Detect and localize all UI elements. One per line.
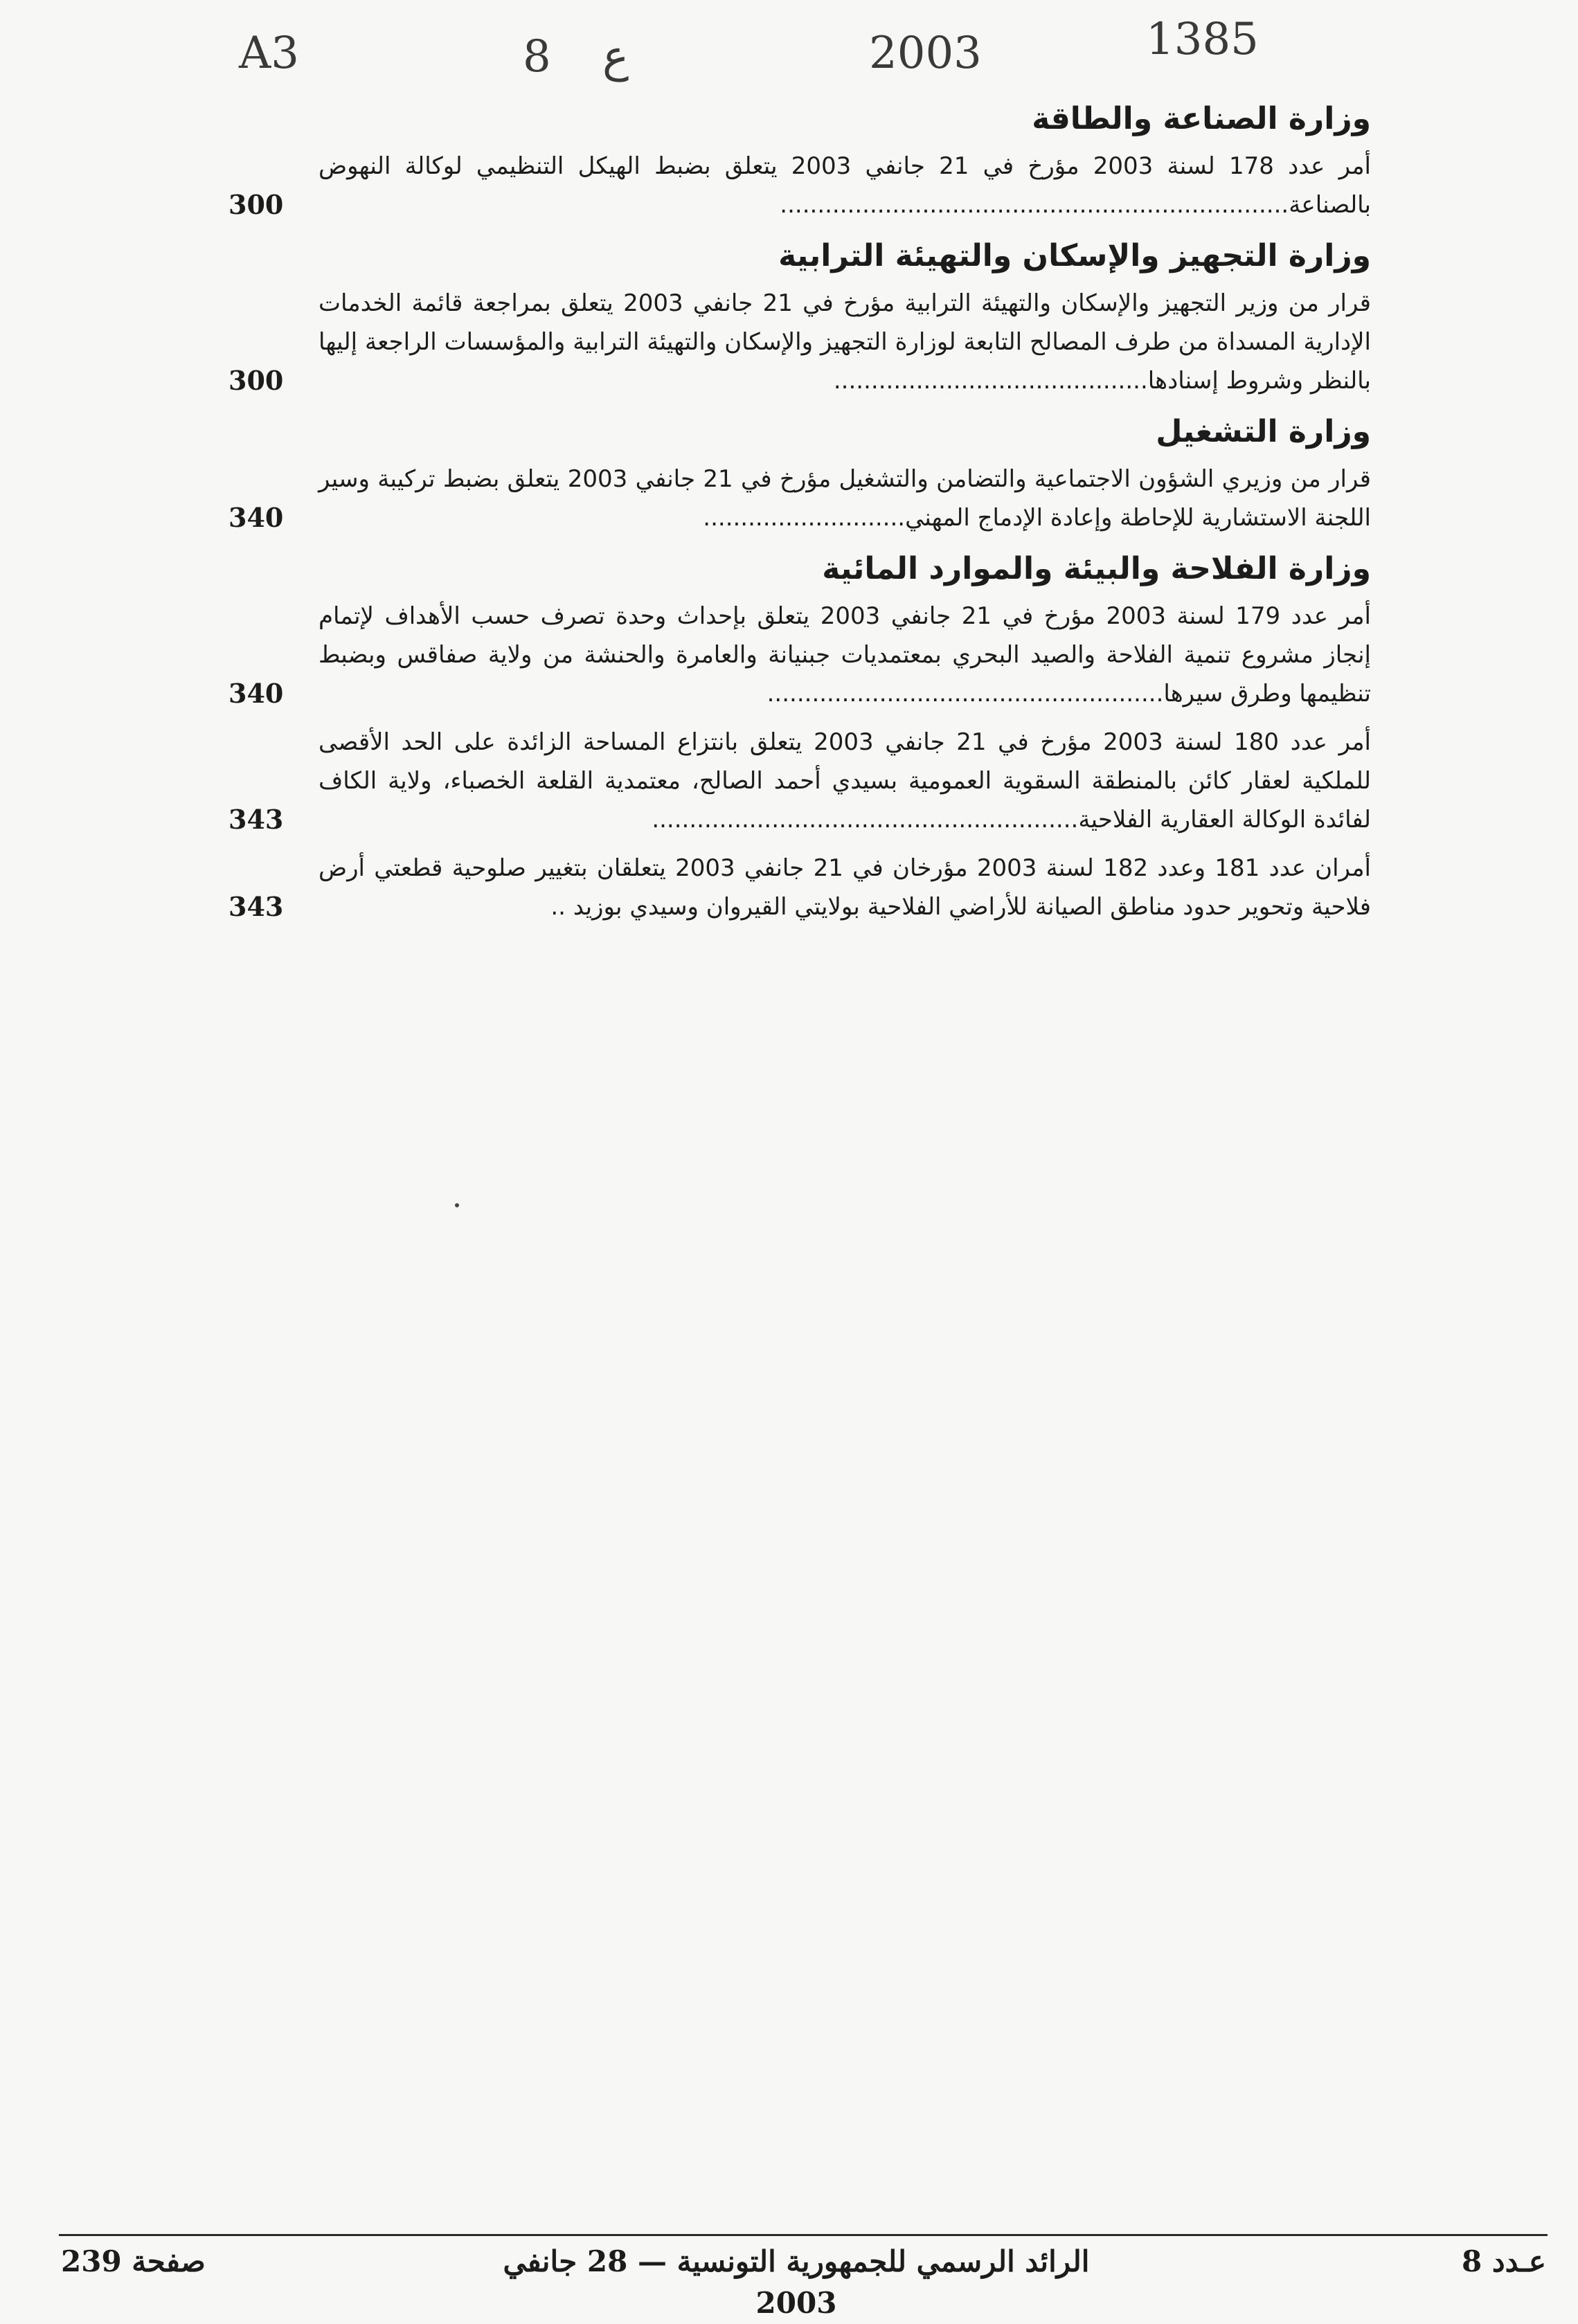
entry-text: أمر عدد 180 لسنة 2003 مؤرخ في 21 جانفي 2003 يتعلق بانتزاع المساحة الزائدة على الحد الأقصى للملكية لعقار كائن بالمنطقة السقوية العمومية بسيدي أحمد الصالح، معتمدية القلعة الخصباء، ولاية الكاف لفائدة الوكالة العقارية الفلاحية......................................................... xyxy=(319,728,1371,834)
table-of-contents xyxy=(228,97,1371,936)
ministry-title: وزارة الصناعة والطاقة xyxy=(1032,101,1371,136)
handwritten-mark: 1385 xyxy=(1146,14,1259,65)
entry-page-number: 343 xyxy=(228,804,284,835)
entry-page-number: 300 xyxy=(228,189,284,220)
toc-entry[interactable] xyxy=(228,849,1371,926)
entry-page-number: 343 xyxy=(228,891,284,922)
stray-mark xyxy=(455,1203,459,1207)
toc-entry[interactable] xyxy=(228,284,1371,400)
ministry-title: وزارة الفلاحة والبيئة والموارد المائية xyxy=(822,551,1371,586)
entry-page-number: 340 xyxy=(228,678,284,709)
handwritten-mark: 2003 xyxy=(869,28,982,79)
ministry-section xyxy=(228,547,1371,926)
entry-text: أمر عدد 178 لسنة 2003 مؤرخ في 21 جانفي 2003 يتعلق بضبط الهيكل التنظيمي لوكالة النهوض بالصناعة.................................................................... xyxy=(319,152,1371,219)
page-number: صفحة 239 xyxy=(61,2244,206,2278)
handwritten-mark: ع xyxy=(602,31,629,82)
handwritten-mark: 8 xyxy=(523,31,551,82)
toc-entry[interactable] xyxy=(228,460,1371,537)
entry-text: أمر عدد 179 لسنة 2003 مؤرخ في 21 جانفي 2003 يتعلق بإحداث وحدة تصرف حسب الأهداف لإتمام إنجاز مشروع تنمية الفلاحة والصيد البحري بمعتمديات جبنيانة والعامرة والحنشة من ولاية صفاقس وبضبط تنظيمها وطرق سيرها..................................................... xyxy=(319,602,1372,708)
entry-text: قرار من وزيري الشؤون الاجتماعية والتضامن والتشغيل مؤرخ في 21 جانفي 2003 يتعلق بضبط تركيبة وسير اللجنة الاستشارية للإحاطة وإعادة الإدماج المهني........................... xyxy=(319,465,1372,532)
publication-title: الرائد الرسمي للجمهورية التونسية — 28 جانفي 2003 xyxy=(503,2244,1090,2320)
handwritten-mark: A3 xyxy=(239,28,299,79)
ministry-title: وزارة التجهيز والإسكان والتهيئة الترابية xyxy=(778,238,1371,273)
footer-divider xyxy=(59,2234,1548,2236)
toc-entry[interactable] xyxy=(228,723,1371,839)
ministry-section xyxy=(228,234,1371,400)
entry-page-number: 340 xyxy=(228,502,284,533)
toc-entry[interactable] xyxy=(228,597,1371,713)
issue-number: عـدد 8 xyxy=(1462,2244,1546,2278)
ministry-title: وزارة التشغيل xyxy=(1156,414,1371,449)
entry-page-number: 300 xyxy=(228,365,284,396)
entry-text: أمران عدد 181 وعدد 182 لسنة 2003 مؤرخان في 21 جانفي 2003 يتعلقان بتغيير صلوحية قطعتي أرض فلاحية وتحوير حدود مناطق الصيانة للأراضي الفلاحية بولايتي القيروان وسيدي بوزيد .. xyxy=(319,854,1371,921)
ministry-section xyxy=(228,97,1371,224)
entry-text: قرار من وزير التجهيز والإسكان والتهيئة الترابية مؤرخ في 21 جانفي 2003 يتعلق بمراجعة قائمة الخدمات الإدارية المسداة من طرف المصالح التابعة لوزارة التجهيز والإسكان والتهيئة الترابية والمؤسسات الراجعة إليها بالنظر وشروط إسنادها.......................................... xyxy=(319,289,1371,395)
toc-entry[interactable] xyxy=(228,147,1371,224)
ministry-section xyxy=(228,410,1371,537)
